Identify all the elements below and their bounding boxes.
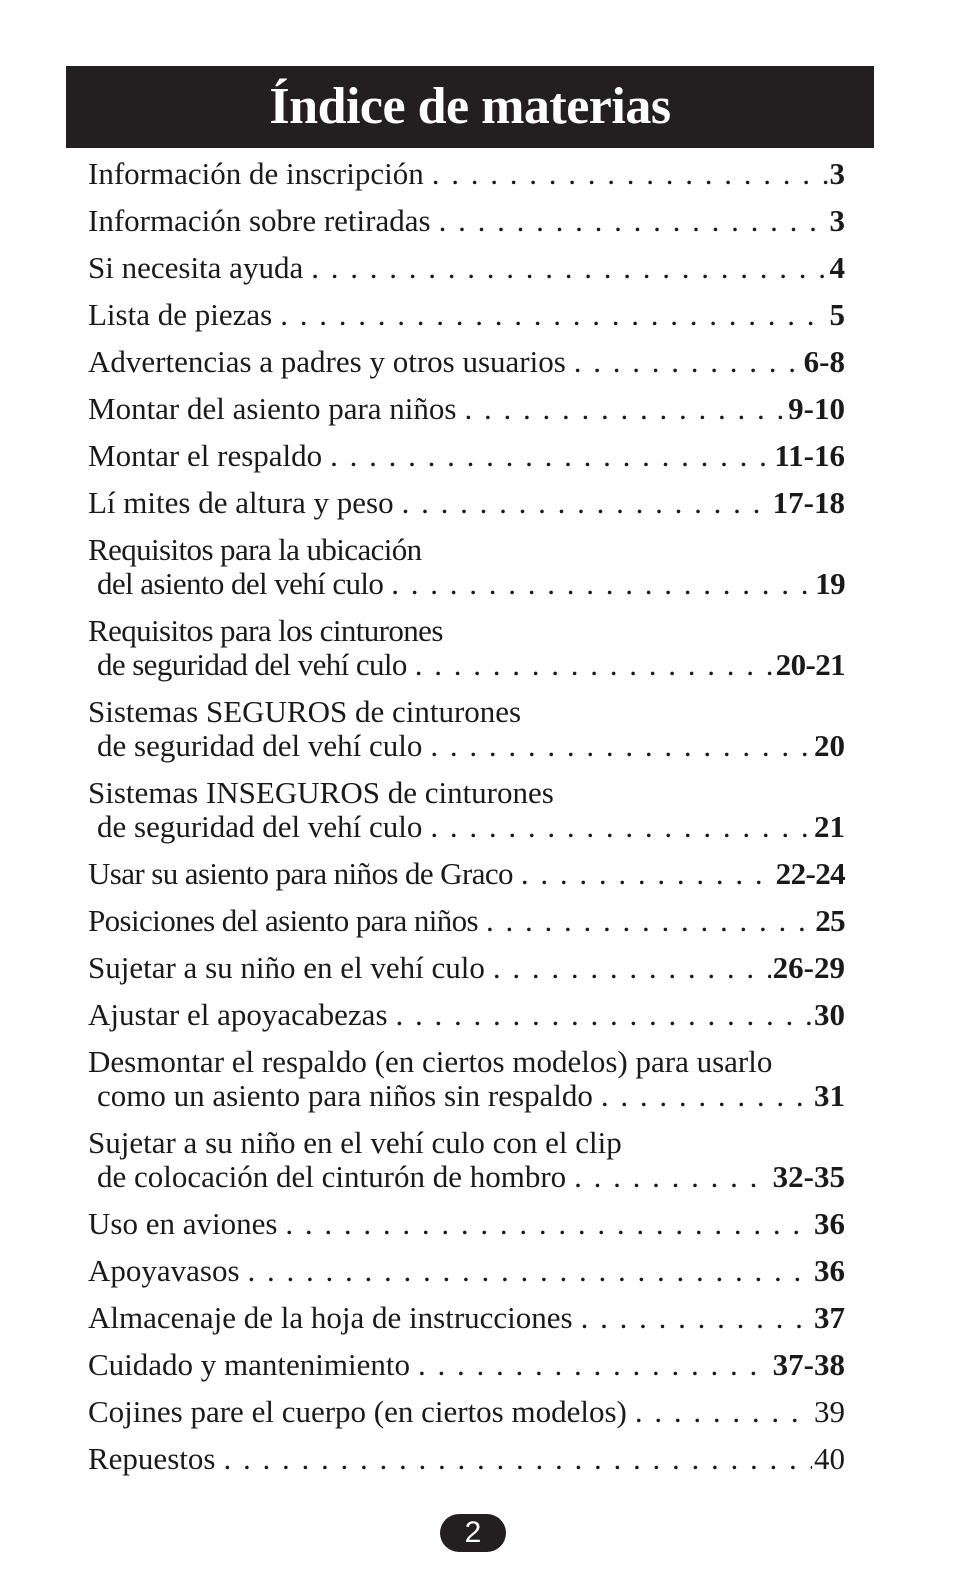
toc-entry-label: Usar su asiento para niños de Graco (88, 856, 513, 891)
toc-entry-page: 3 (829, 156, 845, 191)
page-title: Índice de materias (269, 78, 671, 135)
toc-entry-page: 6-8 (803, 344, 845, 379)
dot-leader (581, 1301, 812, 1335)
dot-leader (391, 567, 813, 601)
toc-entry-label: Lista de piezas (88, 297, 273, 332)
toc-entry-unsafe-belt-systems[interactable] (88, 776, 845, 844)
toc-entry-label: del asiento del vehí culo (97, 566, 384, 601)
toc-entry-belt-requirements[interactable] (88, 614, 845, 682)
dot-leader (402, 486, 771, 520)
toc-entry-seat-location[interactable] (88, 533, 845, 601)
toc-entry-seat-positions[interactable] (88, 904, 845, 938)
dot-leader (635, 1395, 812, 1429)
dot-leader (486, 904, 813, 938)
dot-leader (574, 345, 802, 379)
dot-leader (285, 1207, 812, 1241)
toc-entry-label: Si necesita ayuda (88, 250, 304, 285)
toc-entry-headrest[interactable] (88, 998, 845, 1032)
toc-entry-warnings[interactable] (88, 345, 845, 379)
toc-entry-label: Ajustar el apoyacabezas (88, 997, 388, 1032)
toc-entry-first-line: Sistemas INSEGUROS de cinturones (88, 775, 554, 810)
toc-entry-label: Información de inscripción (88, 156, 424, 191)
toc-entry-label: Repuestos (88, 1441, 216, 1476)
toc-entry-page: 36 (814, 1253, 845, 1288)
toc-entry-label: Lí mites de altura y peso (88, 485, 394, 520)
toc-entry-backrest-assembly[interactable] (88, 439, 845, 473)
toc-entry-securing-child[interactable] (88, 951, 845, 985)
toc-entry-label: Sujetar a su niño en el vehí culo (88, 950, 485, 985)
toc-entry-label: Cojines pare el cuerpo (en ciertos modelos) (88, 1394, 627, 1429)
toc-entry-care-maintenance[interactable] (88, 1348, 845, 1382)
dot-leader (574, 1160, 771, 1194)
toc-entry-page: 20-21 (775, 647, 845, 682)
toc-entry-page: 40 (814, 1441, 845, 1476)
toc-entry-page: 22-24 (775, 856, 845, 891)
dot-leader (418, 1348, 771, 1382)
toc-entry-label: Montar del asiento para niños (88, 391, 457, 426)
toc-entry-page: 36 (814, 1206, 845, 1241)
toc-entry-page: 3 (829, 203, 845, 238)
dot-leader (330, 439, 772, 473)
dot-leader (430, 729, 812, 763)
dot-leader (223, 1442, 812, 1476)
toc-entry-page: 37 (814, 1300, 845, 1335)
toc-entry-page: 37-38 (772, 1347, 845, 1382)
toc-entry-label: Montar el respaldo (88, 438, 323, 473)
toc-entry-manual-storage[interactable] (88, 1301, 845, 1335)
toc-entry-label: Uso en aviones (88, 1206, 278, 1241)
toc-entry-height-weight-limits[interactable] (88, 486, 845, 520)
toc-entry-label: Apoyavasos (88, 1253, 240, 1288)
toc-entry-first-line: Requisitos para los cinturones (88, 613, 443, 648)
toc-entry-body-cushions[interactable] (88, 1395, 845, 1429)
toc-entry-page: 21 (814, 809, 845, 844)
toc-entry-first-line: Sujetar a su niño en el vehí culo con el clip (88, 1125, 622, 1160)
toc-entry-page: 4 (829, 250, 845, 285)
toc-entry-page: 20 (814, 728, 845, 763)
toc-entry-label: como un asiento para niños sin respaldo (97, 1078, 593, 1113)
dot-leader (396, 998, 812, 1032)
toc-entry-first-line: Sistemas SEGUROS de cinturones (88, 694, 522, 729)
toc-entry-label: Posiciones del asiento para niños (88, 903, 479, 938)
toc-entry-parts-list[interactable] (88, 298, 845, 332)
toc-entry-aircraft-use[interactable] (88, 1207, 845, 1241)
toc-entry-registration[interactable] (88, 157, 845, 191)
toc-entry-label: de colocación del cinturón de hombro (97, 1159, 567, 1194)
toc-entry-page: 32-35 (772, 1159, 845, 1194)
toc-entry-page: 39 (814, 1394, 845, 1429)
table-of-contents (88, 157, 845, 1489)
dot-leader (248, 1254, 812, 1288)
toc-entry-page: 31 (814, 1078, 845, 1113)
dot-leader (521, 857, 774, 891)
toc-entry-safe-belt-systems[interactable] (88, 695, 845, 763)
dot-leader (311, 251, 827, 285)
toc-entry-label: Almacenaje de la hoja de instrucciones (88, 1300, 573, 1335)
toc-entry-page: 11-16 (774, 438, 845, 473)
toc-entry-first-line: Desmontar el respaldo (en ciertos modelos) para usarlo (88, 1044, 773, 1079)
dot-leader (439, 204, 828, 238)
toc-entry-remove-backrest[interactable] (88, 1045, 845, 1113)
toc-entry-help[interactable] (88, 251, 845, 285)
toc-entry-label: Información sobre retiradas (88, 203, 431, 238)
dot-leader (464, 392, 786, 426)
dot-leader (601, 1079, 812, 1113)
toc-entry-label: de seguridad del vehí culo (97, 728, 423, 763)
toc-entry-page: 5 (829, 297, 845, 332)
toc-entry-shoulder-belt-clip[interactable] (88, 1126, 845, 1194)
dot-leader (493, 951, 771, 985)
dot-leader (415, 648, 774, 682)
toc-entry-first-line: Requisitos para la ubicación (88, 532, 422, 567)
dot-leader (432, 157, 828, 191)
toc-entry-cup-holders[interactable] (88, 1254, 845, 1288)
toc-entry-label: Advertencias a padres y otros usuarios (88, 344, 566, 379)
title-banner (66, 66, 874, 148)
toc-entry-page: 25 (815, 903, 845, 938)
toc-entry-label: de seguridad del vehí culo (97, 809, 423, 844)
toc-entry-label: de seguridad del vehí culo (97, 647, 407, 682)
toc-entry-recalls[interactable] (88, 204, 845, 238)
page-number-badge: 2 (440, 1514, 506, 1552)
dot-leader (280, 298, 827, 332)
toc-entry-page: 26-29 (772, 950, 845, 985)
toc-entry-page: 19 (815, 566, 845, 601)
toc-entry-label: Cuidado y mantenimiento (88, 1347, 411, 1382)
toc-entry-page: 30 (814, 997, 845, 1032)
toc-entry-page: 17-18 (772, 485, 845, 520)
dot-leader (430, 810, 812, 844)
toc-entry-using-graco-seat[interactable] (88, 857, 845, 891)
toc-entry-spare-parts[interactable] (88, 1442, 845, 1476)
toc-entry-seat-assembly[interactable] (88, 392, 845, 426)
toc-entry-page: 9-10 (788, 391, 845, 426)
